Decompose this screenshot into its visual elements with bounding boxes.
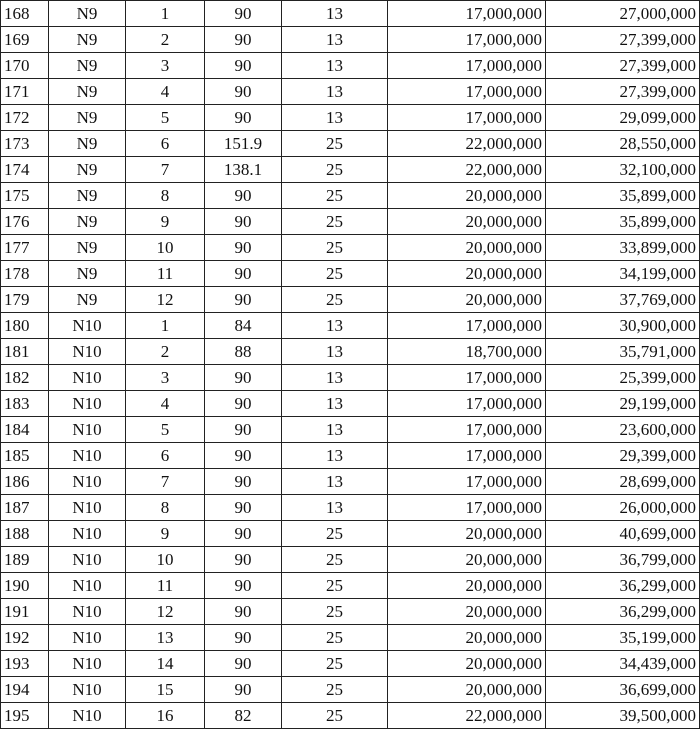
table-row bbox=[1, 53, 700, 79]
starting-price-cell: 20,000,000 bbox=[388, 573, 546, 599]
lot-cell: 7 bbox=[126, 469, 205, 495]
starting-price-cell: 20,000,000 bbox=[388, 625, 546, 651]
winning-price-cell: 27,399,000 bbox=[546, 79, 700, 105]
table-row bbox=[1, 235, 700, 261]
area-cell: 90 bbox=[205, 521, 282, 547]
block-cell: N10 bbox=[49, 417, 126, 443]
width-cell: 13 bbox=[282, 105, 388, 131]
width-cell: 25 bbox=[282, 521, 388, 547]
lot-cell: 15 bbox=[126, 677, 205, 703]
winning-price-cell: 33,899,000 bbox=[546, 235, 700, 261]
width-cell: 13 bbox=[282, 469, 388, 495]
lot-cell: 10 bbox=[126, 547, 205, 573]
lot-cell: 1 bbox=[126, 1, 205, 27]
lot-cell: 3 bbox=[126, 53, 205, 79]
area-cell: 90 bbox=[205, 391, 282, 417]
winning-price-cell: 40,699,000 bbox=[546, 521, 700, 547]
area-cell: 90 bbox=[205, 547, 282, 573]
table-row bbox=[1, 339, 700, 365]
row-number-cell: 183 bbox=[1, 391, 49, 417]
lot-cell: 4 bbox=[126, 391, 205, 417]
block-cell: N10 bbox=[49, 677, 126, 703]
width-cell: 13 bbox=[282, 495, 388, 521]
starting-price-cell: 17,000,000 bbox=[388, 495, 546, 521]
area-cell: 90 bbox=[205, 651, 282, 677]
area-cell: 90 bbox=[205, 1, 282, 27]
row-number-cell: 177 bbox=[1, 235, 49, 261]
starting-price-cell: 17,000,000 bbox=[388, 469, 546, 495]
table-row bbox=[1, 573, 700, 599]
row-number-cell: 188 bbox=[1, 521, 49, 547]
winning-price-cell: 35,199,000 bbox=[546, 625, 700, 651]
winning-price-cell: 36,299,000 bbox=[546, 599, 700, 625]
winning-price-cell: 35,899,000 bbox=[546, 183, 700, 209]
winning-price-cell: 29,099,000 bbox=[546, 105, 700, 131]
area-cell: 90 bbox=[205, 27, 282, 53]
row-number-cell: 179 bbox=[1, 287, 49, 313]
block-cell: N10 bbox=[49, 651, 126, 677]
area-cell: 151.9 bbox=[205, 131, 282, 157]
row-number-cell: 175 bbox=[1, 183, 49, 209]
row-number-cell: 190 bbox=[1, 573, 49, 599]
lot-cell: 6 bbox=[126, 443, 205, 469]
block-cell: N10 bbox=[49, 625, 126, 651]
row-number-cell: 194 bbox=[1, 677, 49, 703]
lot-cell: 9 bbox=[126, 521, 205, 547]
area-cell: 138.1 bbox=[205, 157, 282, 183]
width-cell: 25 bbox=[282, 677, 388, 703]
width-cell: 13 bbox=[282, 339, 388, 365]
width-cell: 25 bbox=[282, 625, 388, 651]
winning-price-cell: 32,100,000 bbox=[546, 157, 700, 183]
block-cell: N10 bbox=[49, 339, 126, 365]
lot-cell: 2 bbox=[126, 339, 205, 365]
row-number-cell: 181 bbox=[1, 339, 49, 365]
width-cell: 13 bbox=[282, 365, 388, 391]
winning-price-cell: 34,439,000 bbox=[546, 651, 700, 677]
row-number-cell: 187 bbox=[1, 495, 49, 521]
row-number-cell: 174 bbox=[1, 157, 49, 183]
block-cell: N9 bbox=[49, 1, 126, 27]
row-number-cell: 186 bbox=[1, 469, 49, 495]
row-number-cell: 182 bbox=[1, 365, 49, 391]
block-cell: N9 bbox=[49, 183, 126, 209]
block-cell: N10 bbox=[49, 573, 126, 599]
winning-price-cell: 27,000,000 bbox=[546, 1, 700, 27]
area-cell: 90 bbox=[205, 677, 282, 703]
block-cell: N10 bbox=[49, 469, 126, 495]
starting-price-cell: 17,000,000 bbox=[388, 417, 546, 443]
table-row bbox=[1, 183, 700, 209]
lot-cell: 8 bbox=[126, 495, 205, 521]
winning-price-cell: 27,399,000 bbox=[546, 53, 700, 79]
row-number-cell: 184 bbox=[1, 417, 49, 443]
row-number-cell: 189 bbox=[1, 547, 49, 573]
row-number-cell: 173 bbox=[1, 131, 49, 157]
row-number-cell: 193 bbox=[1, 651, 49, 677]
starting-price-cell: 22,000,000 bbox=[388, 131, 546, 157]
width-cell: 13 bbox=[282, 443, 388, 469]
width-cell: 13 bbox=[282, 313, 388, 339]
lot-cell: 4 bbox=[126, 79, 205, 105]
winning-price-cell: 36,799,000 bbox=[546, 547, 700, 573]
starting-price-cell: 17,000,000 bbox=[388, 105, 546, 131]
block-cell: N10 bbox=[49, 703, 126, 729]
table-row bbox=[1, 417, 700, 443]
table-row bbox=[1, 703, 700, 729]
starting-price-cell: 20,000,000 bbox=[388, 235, 546, 261]
block-cell: N9 bbox=[49, 287, 126, 313]
block-cell: N9 bbox=[49, 79, 126, 105]
area-cell: 90 bbox=[205, 287, 282, 313]
area-cell: 90 bbox=[205, 105, 282, 131]
lot-cell: 3 bbox=[126, 365, 205, 391]
block-cell: N9 bbox=[49, 261, 126, 287]
lot-cell: 1 bbox=[126, 313, 205, 339]
starting-price-cell: 20,000,000 bbox=[388, 287, 546, 313]
starting-price-cell: 18,700,000 bbox=[388, 339, 546, 365]
block-cell: N10 bbox=[49, 365, 126, 391]
area-cell: 90 bbox=[205, 183, 282, 209]
block-cell: N9 bbox=[49, 105, 126, 131]
table-row bbox=[1, 599, 700, 625]
lot-cell: 11 bbox=[126, 261, 205, 287]
block-cell: N10 bbox=[49, 521, 126, 547]
area-cell: 88 bbox=[205, 339, 282, 365]
table-row bbox=[1, 521, 700, 547]
starting-price-cell: 17,000,000 bbox=[388, 443, 546, 469]
starting-price-cell: 20,000,000 bbox=[388, 209, 546, 235]
width-cell: 13 bbox=[282, 391, 388, 417]
lot-cell: 2 bbox=[126, 27, 205, 53]
block-cell: N9 bbox=[49, 235, 126, 261]
width-cell: 13 bbox=[282, 1, 388, 27]
lot-cell: 6 bbox=[126, 131, 205, 157]
lot-cell: 13 bbox=[126, 625, 205, 651]
row-number-cell: 185 bbox=[1, 443, 49, 469]
block-cell: N10 bbox=[49, 547, 126, 573]
row-number-cell: 168 bbox=[1, 1, 49, 27]
width-cell: 25 bbox=[282, 183, 388, 209]
lot-cell: 9 bbox=[126, 209, 205, 235]
area-cell: 90 bbox=[205, 625, 282, 651]
winning-price-cell: 29,199,000 bbox=[546, 391, 700, 417]
area-cell: 90 bbox=[205, 469, 282, 495]
winning-price-cell: 28,550,000 bbox=[546, 131, 700, 157]
width-cell: 25 bbox=[282, 287, 388, 313]
area-cell: 90 bbox=[205, 443, 282, 469]
table-row bbox=[1, 1, 700, 27]
width-cell: 25 bbox=[282, 209, 388, 235]
block-cell: N10 bbox=[49, 391, 126, 417]
area-cell: 90 bbox=[205, 365, 282, 391]
width-cell: 25 bbox=[282, 547, 388, 573]
winning-price-cell: 39,500,000 bbox=[546, 703, 700, 729]
block-cell: N9 bbox=[49, 53, 126, 79]
area-cell: 90 bbox=[205, 209, 282, 235]
block-cell: N10 bbox=[49, 495, 126, 521]
lot-cell: 16 bbox=[126, 703, 205, 729]
winning-price-cell: 35,791,000 bbox=[546, 339, 700, 365]
winning-price-cell: 35,899,000 bbox=[546, 209, 700, 235]
row-number-cell: 195 bbox=[1, 703, 49, 729]
row-number-cell: 172 bbox=[1, 105, 49, 131]
table-row bbox=[1, 313, 700, 339]
width-cell: 25 bbox=[282, 573, 388, 599]
winning-price-cell: 28,699,000 bbox=[546, 469, 700, 495]
winning-price-cell: 29,399,000 bbox=[546, 443, 700, 469]
table-row bbox=[1, 495, 700, 521]
winning-price-cell: 26,000,000 bbox=[546, 495, 700, 521]
row-number-cell: 178 bbox=[1, 261, 49, 287]
starting-price-cell: 20,000,000 bbox=[388, 651, 546, 677]
table-row bbox=[1, 27, 700, 53]
table-row bbox=[1, 287, 700, 313]
area-cell: 90 bbox=[205, 599, 282, 625]
table-row bbox=[1, 261, 700, 287]
table-row bbox=[1, 443, 700, 469]
area-cell: 84 bbox=[205, 313, 282, 339]
block-cell: N9 bbox=[49, 27, 126, 53]
width-cell: 25 bbox=[282, 599, 388, 625]
table-body bbox=[1, 1, 700, 729]
winning-price-cell: 27,399,000 bbox=[546, 27, 700, 53]
table-row bbox=[1, 209, 700, 235]
width-cell: 25 bbox=[282, 651, 388, 677]
block-cell: N9 bbox=[49, 157, 126, 183]
starting-price-cell: 20,000,000 bbox=[388, 547, 546, 573]
winning-price-cell: 36,299,000 bbox=[546, 573, 700, 599]
width-cell: 13 bbox=[282, 53, 388, 79]
table-row bbox=[1, 625, 700, 651]
starting-price-cell: 20,000,000 bbox=[388, 261, 546, 287]
area-cell: 90 bbox=[205, 261, 282, 287]
area-cell: 90 bbox=[205, 495, 282, 521]
width-cell: 25 bbox=[282, 235, 388, 261]
starting-price-cell: 17,000,000 bbox=[388, 1, 546, 27]
lot-cell: 12 bbox=[126, 599, 205, 625]
starting-price-cell: 22,000,000 bbox=[388, 703, 546, 729]
starting-price-cell: 17,000,000 bbox=[388, 313, 546, 339]
winning-price-cell: 25,399,000 bbox=[546, 365, 700, 391]
lot-cell: 12 bbox=[126, 287, 205, 313]
width-cell: 25 bbox=[282, 261, 388, 287]
table-row bbox=[1, 157, 700, 183]
width-cell: 25 bbox=[282, 157, 388, 183]
table-row bbox=[1, 105, 700, 131]
row-number-cell: 180 bbox=[1, 313, 49, 339]
winning-price-cell: 30,900,000 bbox=[546, 313, 700, 339]
table-row bbox=[1, 547, 700, 573]
row-number-cell: 176 bbox=[1, 209, 49, 235]
lot-cell: 11 bbox=[126, 573, 205, 599]
block-cell: N9 bbox=[49, 209, 126, 235]
lot-cell: 7 bbox=[126, 157, 205, 183]
row-number-cell: 171 bbox=[1, 79, 49, 105]
starting-price-cell: 20,000,000 bbox=[388, 677, 546, 703]
table-row bbox=[1, 391, 700, 417]
area-cell: 82 bbox=[205, 703, 282, 729]
block-cell: N10 bbox=[49, 443, 126, 469]
block-cell: N9 bbox=[49, 131, 126, 157]
width-cell: 13 bbox=[282, 79, 388, 105]
lot-cell: 8 bbox=[126, 183, 205, 209]
lot-cell: 10 bbox=[126, 235, 205, 261]
area-cell: 90 bbox=[205, 53, 282, 79]
starting-price-cell: 17,000,000 bbox=[388, 53, 546, 79]
winning-price-cell: 23,600,000 bbox=[546, 417, 700, 443]
width-cell: 13 bbox=[282, 417, 388, 443]
starting-price-cell: 17,000,000 bbox=[388, 79, 546, 105]
width-cell: 13 bbox=[282, 27, 388, 53]
area-cell: 90 bbox=[205, 235, 282, 261]
starting-price-cell: 17,000,000 bbox=[388, 27, 546, 53]
width-cell: 25 bbox=[282, 703, 388, 729]
row-number-cell: 169 bbox=[1, 27, 49, 53]
lot-cell: 5 bbox=[126, 105, 205, 131]
width-cell: 25 bbox=[282, 131, 388, 157]
starting-price-cell: 20,000,000 bbox=[388, 521, 546, 547]
table-row bbox=[1, 651, 700, 677]
lot-cell: 5 bbox=[126, 417, 205, 443]
table-row bbox=[1, 79, 700, 105]
area-cell: 90 bbox=[205, 417, 282, 443]
lot-cell: 14 bbox=[126, 651, 205, 677]
winning-price-cell: 37,769,000 bbox=[546, 287, 700, 313]
row-number-cell: 170 bbox=[1, 53, 49, 79]
block-cell: N10 bbox=[49, 599, 126, 625]
starting-price-cell: 22,000,000 bbox=[388, 157, 546, 183]
starting-price-cell: 20,000,000 bbox=[388, 183, 546, 209]
block-cell: N10 bbox=[49, 313, 126, 339]
table-row bbox=[1, 131, 700, 157]
winning-price-cell: 34,199,000 bbox=[546, 261, 700, 287]
area-cell: 90 bbox=[205, 79, 282, 105]
table-row bbox=[1, 677, 700, 703]
starting-price-cell: 20,000,000 bbox=[388, 599, 546, 625]
table-row bbox=[1, 469, 700, 495]
row-number-cell: 191 bbox=[1, 599, 49, 625]
table-row bbox=[1, 365, 700, 391]
winning-price-cell: 36,699,000 bbox=[546, 677, 700, 703]
row-number-cell: 192 bbox=[1, 625, 49, 651]
starting-price-cell: 17,000,000 bbox=[388, 365, 546, 391]
starting-price-cell: 17,000,000 bbox=[388, 391, 546, 417]
area-cell: 90 bbox=[205, 573, 282, 599]
